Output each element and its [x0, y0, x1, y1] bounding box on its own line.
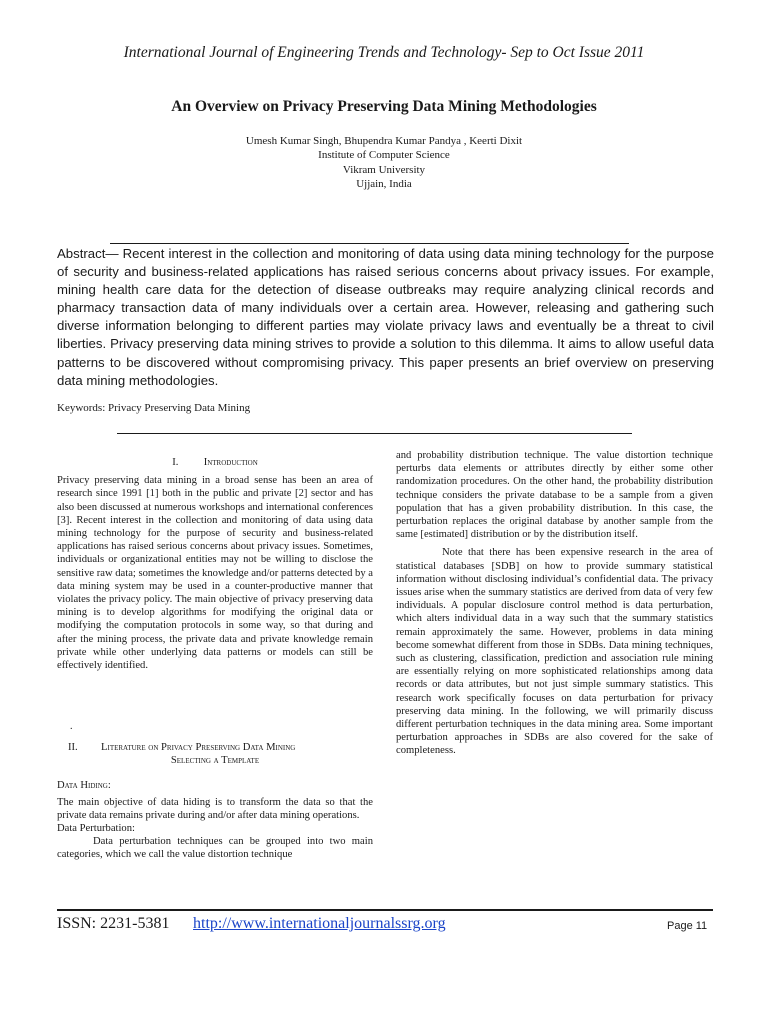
- section-2-heading: [57, 741, 373, 767]
- data-perturbation-heading: Data Perturbation:: [57, 823, 135, 835]
- section-2-block: [57, 741, 373, 862]
- left-column: [57, 456, 373, 672]
- location: Ujjain, India: [356, 177, 412, 190]
- authors: Umesh Kumar Singh, Bhupendra Kumar Pandya , Keerti Dixit: [245, 135, 523, 147]
- section-1-number: I.: [172, 457, 179, 468]
- introduction-paragraph: Privacy preserving data mining in a broad sense has been an area of research since 1991 [1] both in the public and private [2] sector and has also been discussed at numerous workshops and international conferences [3]. Recent interest in the collection and monitoring of data using data mining technology for the purpose of security and business-related applications has raised serious concerns about privacy issues. Sometimes, individuals or organizational entities may not be willing to disclose the sensitive raw data; sometimes the knowledge and/or patterns detected by a data mining system may be used in a counter-productive manner that violates the privacy policy. The main objective of privacy preserving data mining is to develop algorithms for modifying the original data or modifying the computation protocols in some way, so that during and after the mining process, the private data and private knowledge remain private while other underlying data patterns or models can still be effectively identified.: [57, 475, 373, 672]
- section-2-number: II.: [68, 742, 78, 753]
- right-column: [396, 449, 713, 758]
- keywords-rule: [117, 433, 632, 434]
- section-1-title: Introduction: [203, 457, 258, 468]
- page-number: Page 11: [667, 920, 708, 932]
- data-hiding-heading: Data Hiding:: [57, 780, 111, 792]
- right-paragraph-1: and probability distribution technique. The value distortion technique perturbs data elements or attributes directly by either some other randomization procedures. On the other hand, the probability distribution technique considers the private database to be a sample from a given population that has a given probability distribution. In this case, the perturbation replaces the original database by another sample from the same [estimated] distribution or by the distribution itself.: [396, 450, 713, 541]
- abstract-top-rule: [110, 243, 629, 244]
- institute: Institute of Computer Science: [318, 149, 450, 162]
- abstract: Abstract— Recent interest in the collection and monitoring of data using data mining technology for the purpose of security and business-related applications has raised serious concerns about privacy issues. For example, mining health care data for the detection of disease outbreaks may require analyzing clinical records and pharmacy transaction data of many individuals over a certain area. However, releasing and gathering such diverse information belonging to different parties may violate privacy laws and eventually be a threat to civil liberties. Privacy preserving data mining strives to provide a solution to this dilemma. It aims to allow useful data patterns to be discovered without compromising privacy. This paper presents an brief overview on preserving data mining methodologies.: [57, 246, 714, 388]
- keywords: Keywords: Privacy Preserving Data Mining: [57, 402, 251, 414]
- section-2-title-line2: Selecting a Template: [170, 755, 260, 767]
- section-2-title-line1: Literature on Privacy Preserving Data Mining: [101, 742, 296, 753]
- section-1-heading: [57, 456, 373, 469]
- data-perturbation-paragraph: Data perturbation techniques can be grouped into two main categories, which we call the value distortion technique: [57, 836, 373, 861]
- university: Vikram University: [342, 163, 426, 176]
- footer-url-link[interactable]: http://www.internationaljournalssrg.org: [193, 915, 446, 932]
- journal-header: International Journal of Engineering Trends and Technology- Sep to Oct Issue 2011: [123, 44, 645, 61]
- paper-title: An Overview on Privacy Preserving Data Mining Methodologies: [171, 98, 597, 115]
- footer-issn: ISSN: 2231-5381: [57, 915, 170, 932]
- right-paragraph-2: Note that there has been expensive research in the area of statistical databases [SDB] on how to provide summary statistical information without disclosing individual’s confidential data. The privacy issues arise when the summary statistics are derived from data of very few individuals. A popular disclosure control method is data perturbation, which alters individual data in a way such that the summary statistics remain approximately the same. However, problems in data mining become somewhat different from those in SDBs. Data mining techniques, such as clustering, classification, prediction and association rule mining are essentially relying on more sophisticated relationships among data records or data attributes, but not just simple summary statistics. This research work specifically focuses on data perturbation for privacy preserving data mining. In the following, we will primarily discuss different perturbation techniques in the data mining area. Some important perturbation approaches in SDBs are also covered for the sake of completeness.: [396, 547, 713, 757]
- stray-dot: .: [70, 721, 73, 732]
- footer-rule: [57, 909, 713, 911]
- author-block: [0, 134, 768, 191]
- data-hiding-paragraph: The main objective of data hiding is to transform the data so that the private data remains private during and/or after data mining operations.: [57, 796, 373, 821]
